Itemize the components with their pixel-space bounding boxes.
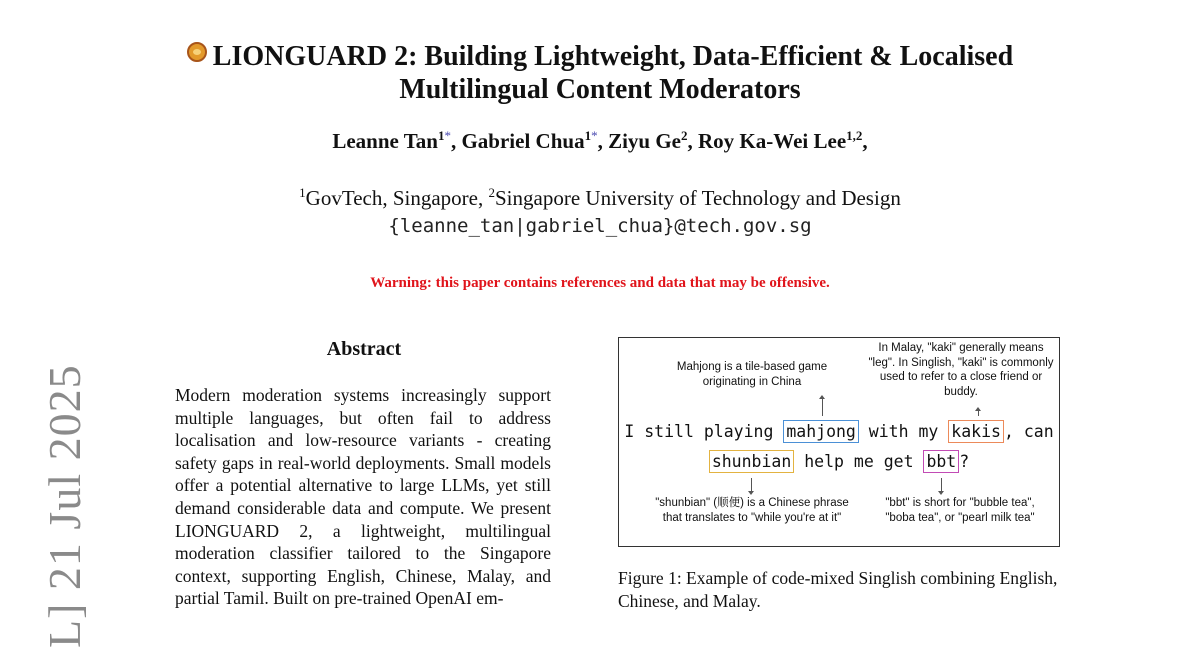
note-kaki: In Malay, "kaki" generally means "leg". In Singlish, "kaki" is commonly used to refer to a close friend or buddy. <box>868 342 1054 398</box>
sentence-text: ? <box>959 452 970 471</box>
affil-org: GovTech, Singapore, <box>305 186 489 210</box>
sentence-text: I still playing <box>624 422 784 441</box>
abstract-text: Modern moderation systems increasingly support multiple languages, but often fail to address localisation and low-resource variants - creating safety gaps in real-world deployments. Small models offer a potential alternative to large LLMs, yet still demand considerable data and compute. We present L <box>175 385 551 541</box>
affiliations <box>0 185 1200 211</box>
equal-contrib-star: * <box>591 128 598 143</box>
singlish-line-2 <box>619 452 1059 471</box>
highlight-mahjong: mahjong <box>783 420 859 443</box>
title-name-l: L <box>212 41 232 72</box>
lion-icon <box>187 42 207 62</box>
content-warning: Warning: this paper contains references and data that may be offensive. <box>370 275 830 291</box>
arrow-up-icon <box>822 398 823 416</box>
figure-caption: Figure 1: Example of code-mixed Singlish combining English, Chinese, and Malay. <box>618 568 1058 611</box>
arrow-down-icon <box>751 478 752 492</box>
abstract-text: G <box>216 520 230 541</box>
abstract-text: 2, a lightweight, multilingual moderation classifier tailored to the Singapore context, supporting English, Chinese, Malay, and partial Tamil. Built on pre-trained OpenAI em- <box>175 520 551 609</box>
equal-contrib-star: * <box>444 128 451 143</box>
author-name: Gabriel Chua <box>461 129 585 153</box>
sentence-text: with my <box>858 422 949 441</box>
author-affil-sup: 1 <box>584 128 592 143</box>
author-email: {leanne_tan|gabriel_chua}@tech.gov.sg <box>388 215 812 237</box>
author-name: Ziyu Ge <box>608 129 682 153</box>
abstract-smallcaps: ION <box>185 520 217 541</box>
author-name: Roy Ka-Wei Lee <box>698 129 847 153</box>
title-line1-rest: 2: Building Lightweight, Data-Efficient & Localised <box>387 41 1014 72</box>
highlight-kakis: kakis <box>948 420 1004 443</box>
affil-sup: 1 <box>299 185 306 200</box>
arxiv-side-stamp <box>36 348 92 648</box>
affil-org: Singapore University of Technology and Design <box>495 186 901 210</box>
arxiv-date-label: L] 21 Jul 2025 <box>39 364 90 648</box>
singlish-line-1 <box>619 422 1059 441</box>
author-affil-sup: 1,2 <box>846 128 863 143</box>
author-affil-sup: 1 <box>437 128 445 143</box>
figure-1 <box>618 337 1060 547</box>
title-name-ion: ION <box>231 41 285 72</box>
author-affil-sup: 2 <box>681 128 688 143</box>
sentence-text: , can <box>1003 422 1054 441</box>
note-bbt: "bbt" is short for "bubble tea", "boba tea", or "pearl milk tea" <box>885 497 1035 524</box>
title-name-g: G <box>284 41 307 72</box>
abstract-heading: Abstract <box>326 338 402 360</box>
highlight-shunbian: shunbian <box>709 450 794 473</box>
abstract-body <box>175 384 551 610</box>
abstract-smallcaps: UARD <box>229 520 280 541</box>
paper-title <box>0 40 1200 106</box>
affil-sup: 2 <box>488 185 495 200</box>
note-mahjong: Mahjong is a tile-based game originating in China <box>676 361 828 388</box>
highlight-bbt: bbt <box>923 450 959 473</box>
title-line2: Multilingual Content Moderators <box>399 74 801 105</box>
title-name-uard: UARD <box>306 41 388 72</box>
arrow-up-icon <box>978 410 979 416</box>
author-list: Leanne Tan$^{1*}$, Gabriel Chua$^{1*}$, Ziyu Ge$^2$, Roy Ka-Wei Lee$^{1,2}$, <box>332 128 868 153</box>
arrow-down-icon <box>941 478 942 492</box>
note-shunbian: "shunbian" (顺便) is a Chinese phrase that translates to "while you're at it" <box>655 497 849 524</box>
sentence-text: help me get <box>794 452 924 471</box>
author-name: Leanne Tan <box>332 129 438 153</box>
